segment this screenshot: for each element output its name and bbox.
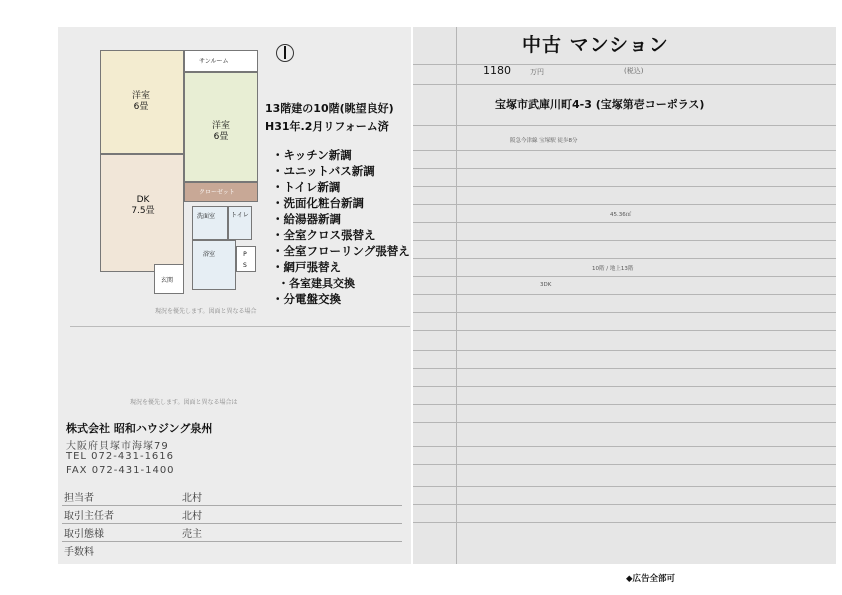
staff-value: 売主: [182, 529, 202, 540]
feature-item: ・分電盤交換: [272, 292, 341, 306]
staff-row: [62, 523, 402, 542]
room-label: P S: [243, 251, 247, 269]
feature-headline-1: 13階建の10階(眺望良好): [265, 102, 394, 115]
staff-key: 取引態様: [64, 529, 104, 540]
room-genkan: [154, 264, 184, 294]
feature-item: ・給湯器新調: [272, 212, 341, 226]
grid-line: [413, 368, 836, 369]
company-tel: TEL 072-431-1616: [66, 451, 175, 462]
grid-line: [456, 27, 457, 564]
room-label: サンルーム: [199, 58, 229, 65]
staff-value: 北村: [182, 511, 202, 522]
divider: [70, 326, 410, 327]
room-label: 浴室: [203, 251, 216, 258]
layout-value: 3DK: [540, 282, 552, 288]
room-label: 洗面室: [197, 213, 216, 220]
grid-line: [413, 486, 836, 487]
room-closet: [184, 182, 258, 202]
grid-line: [413, 330, 836, 331]
company-name: 株式会社 昭和ハウジング泉州: [66, 422, 213, 435]
room-senmen: [192, 206, 228, 240]
room-dk: [100, 154, 184, 272]
room-ps: [236, 246, 256, 272]
compass-icon: [276, 44, 294, 62]
room-label: DK 7.5畳: [131, 195, 155, 216]
feature-headline-2: H31年.2月リフォーム済: [265, 120, 389, 133]
grid-line: [413, 222, 836, 223]
room-label: 洋室 6畳: [211, 121, 230, 142]
feature-item: ・全室クロス張替え: [272, 228, 376, 242]
feature-item: ・全室フローリング張替え: [272, 244, 410, 258]
staff-row: [62, 505, 402, 524]
staff-row: [62, 487, 402, 506]
room-bath: [192, 240, 236, 290]
room-label: クローゼット: [199, 189, 235, 196]
company-fax: FAX 072-431-1400: [66, 465, 175, 476]
grid-line: [413, 446, 836, 447]
feature-item: ・各室建具交換: [278, 277, 355, 290]
grid-line: [413, 386, 836, 387]
grid-line: [413, 294, 836, 295]
feature-item: ・ユニットバス新調: [272, 164, 375, 178]
grid-line: [413, 84, 836, 85]
grid-line: [413, 186, 836, 187]
floor-plan: [96, 46, 266, 316]
plan-lower-note: 現況を優先します。図面と異なる場合は: [130, 399, 238, 406]
staff-row: [62, 541, 402, 559]
grid-line: [413, 276, 836, 277]
company-address: 大阪府貝塚市海塚79: [66, 441, 169, 452]
grid-line: [413, 350, 836, 351]
grid-line: [413, 125, 836, 126]
grid-line: [413, 404, 836, 405]
grid-line: [413, 204, 836, 205]
staff-key: 取引主任者: [64, 511, 114, 522]
grid-line: [413, 504, 836, 505]
room-toilet: [228, 206, 252, 240]
grid-line: [413, 312, 836, 313]
grid-line: [413, 150, 836, 151]
room-label: 洋室 6畳: [131, 91, 150, 112]
price-value: 1180: [483, 64, 511, 77]
grid-line: [413, 64, 836, 65]
grid-line: [413, 522, 836, 523]
staff-key: 担当者: [64, 493, 94, 504]
grid-line: [413, 464, 836, 465]
staff-key: 手数料: [64, 547, 94, 558]
feature-item: ・トイレ新調: [272, 180, 341, 194]
room-label: トイレ: [231, 212, 249, 219]
station-access: 阪急今津線 宝塚駅 徒歩8分: [510, 138, 578, 144]
room-label: 玄関: [161, 277, 174, 284]
staff-value: 北村: [182, 493, 202, 504]
grid-line: [413, 258, 836, 259]
area-value: 45.36㎡: [610, 212, 632, 218]
price-tax-note: (税込): [624, 67, 644, 75]
grid-line: [413, 422, 836, 423]
feature-item: ・キッチン新調: [272, 148, 352, 162]
room-yoshitsu-1: [100, 50, 184, 154]
listing-title: 中古 マンション: [522, 34, 669, 56]
room-yoshitsu-2: [184, 72, 258, 182]
grid-line: [413, 168, 836, 169]
property-address: 宝塚市武庫川町4-3 (宝塚第壱コーポラス): [495, 98, 705, 111]
floor-value: 10階 / 地上13階: [592, 266, 634, 272]
ad-permission-note: ◆広告全部可: [626, 574, 676, 584]
grid-line: [413, 240, 836, 241]
room-sunroom: [184, 50, 258, 72]
feature-item: ・洗面化粧台新調: [272, 196, 364, 210]
feature-item: ・網戸張替え: [272, 260, 341, 274]
plan-note: 現況を優先します。図面と異なる場合: [155, 308, 257, 315]
price-unit: 万円: [530, 68, 544, 76]
